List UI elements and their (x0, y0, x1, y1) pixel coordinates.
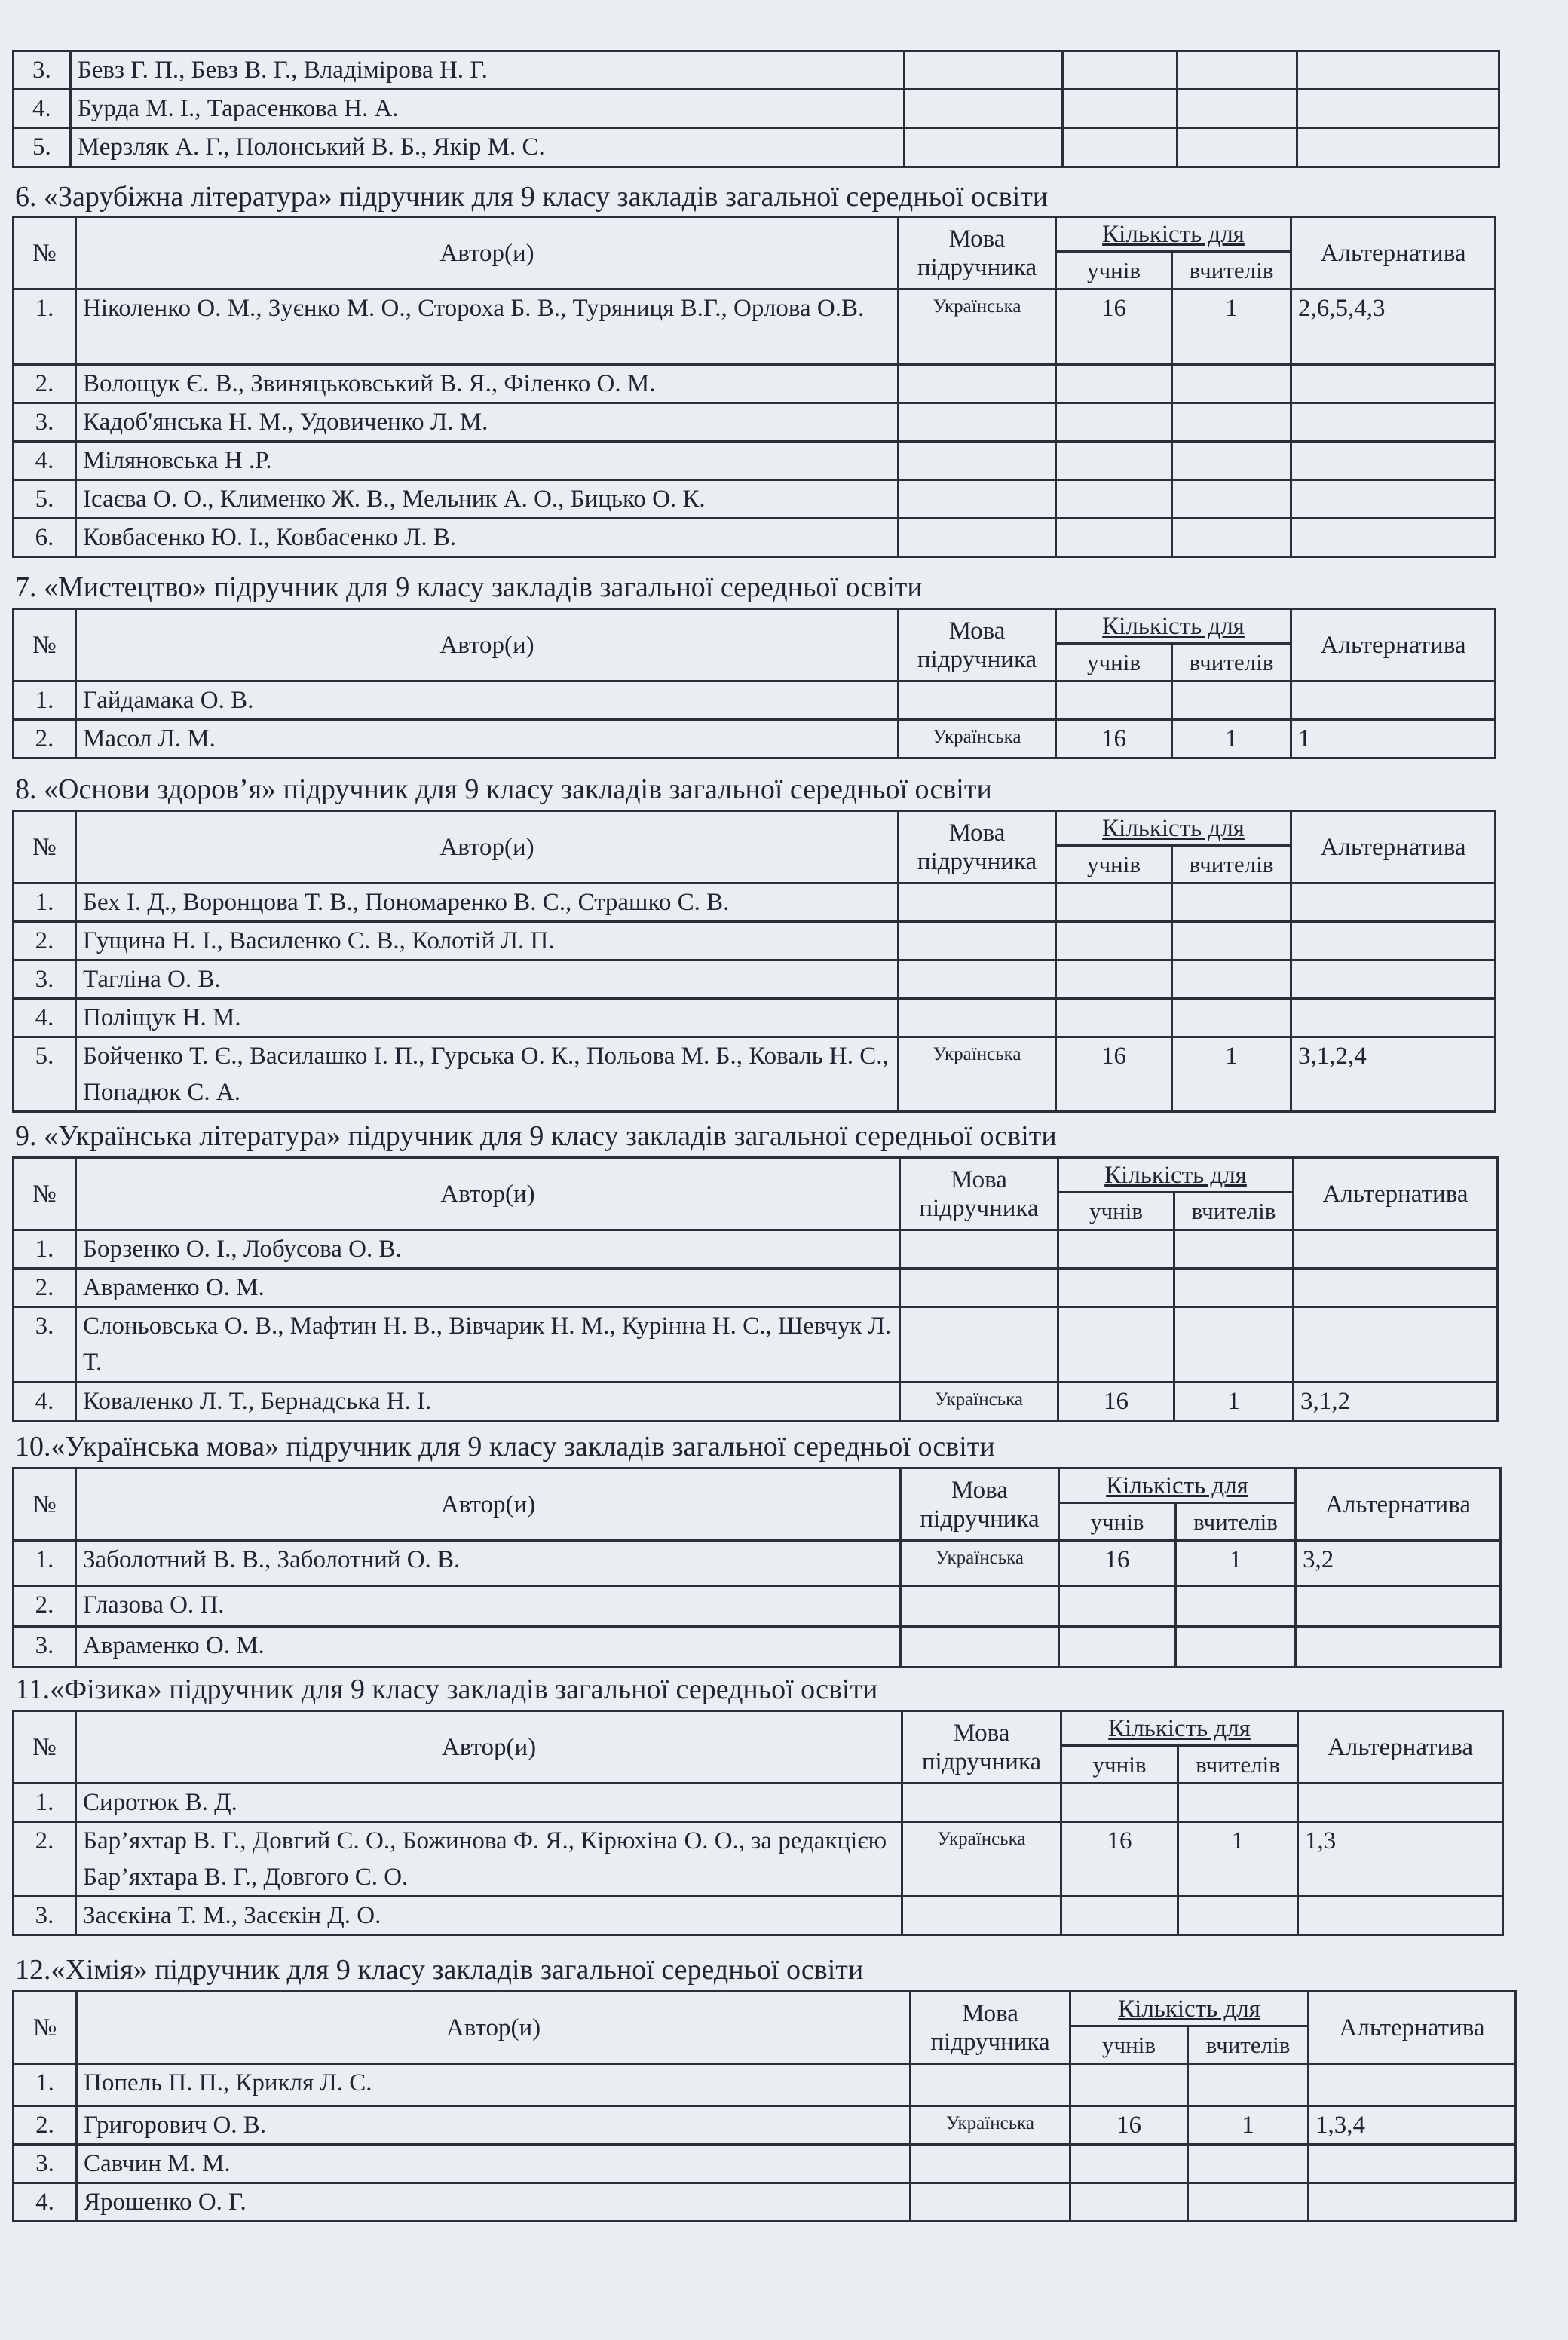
header-teachers: вчителів (1174, 1193, 1294, 1230)
author-cell: Глазова О. П. (76, 1586, 901, 1627)
header-row (14, 1711, 1503, 1746)
section-title: 6. «Зарубіжна література» підручник для 9 класу закладів загальної середньої освіти (15, 181, 1049, 213)
students-count-cell (1058, 1230, 1174, 1269)
students-count-cell (1059, 1586, 1176, 1627)
author-cell: Григорович О. В. (77, 2106, 911, 2145)
textbook-table (12, 1990, 1517, 2222)
alternative-cell (1291, 480, 1496, 519)
author-cell: Сиротюк В. Д. (76, 1784, 902, 1822)
header-students: учнів (1061, 1746, 1178, 1784)
header-language: Мова підручника (900, 1158, 1058, 1230)
table-row (14, 128, 1499, 167)
header-teachers: вчителів (1178, 1746, 1298, 1784)
header-number: № (14, 1158, 76, 1230)
textbook-table (12, 1156, 1499, 1422)
teachers-count-cell (1176, 1627, 1296, 1668)
students-count-cell (1061, 1784, 1178, 1822)
language-cell (901, 1586, 1059, 1627)
author-cell: Міляновська Н .Р. (76, 442, 899, 480)
teachers-count-cell (1174, 1230, 1294, 1269)
students-count-cell: 16 (1059, 1541, 1176, 1586)
row-number: 2. (14, 365, 76, 403)
author-cell: Авраменко О. М. (76, 1269, 900, 1307)
row-number: 4. (14, 2183, 77, 2222)
language-cell (899, 960, 1056, 999)
alternative-cell (1291, 960, 1496, 999)
language-cell (899, 519, 1056, 557)
header-number: № (14, 811, 76, 884)
students-count-cell (1070, 2064, 1188, 2106)
row-number: 1. (14, 2064, 77, 2106)
empty-cell (1063, 51, 1177, 90)
author-cell: Авраменко О. М. (76, 1627, 901, 1668)
table-row (14, 51, 1499, 90)
students-count-cell: 16 (1056, 720, 1172, 758)
row-number: 2. (14, 1586, 76, 1627)
alternative-cell (1294, 1230, 1498, 1269)
language-cell (899, 999, 1056, 1037)
teachers-count-cell (1174, 1307, 1294, 1383)
alternative-cell: 1,3,4 (1309, 2106, 1516, 2145)
row-number: 1. (14, 884, 76, 922)
author-cell: Ковбасенко Ю. І., Ковбасенко Л. В. (76, 519, 899, 557)
teachers-count-cell (1172, 480, 1291, 519)
header-number: № (14, 1469, 76, 1541)
language-cell (899, 442, 1056, 480)
students-count-cell: 16 (1070, 2106, 1188, 2145)
alternative-cell: 3,1,2,4 (1291, 1037, 1496, 1112)
header-number: № (14, 609, 76, 681)
table-row (14, 922, 1496, 960)
author-cell: Бурда М. І., Тарасенкова Н. А. (70, 90, 904, 128)
table-row (14, 1822, 1503, 1897)
table-row (14, 2064, 1516, 2106)
table-row (14, 1784, 1503, 1822)
teachers-count-cell: 1 (1172, 289, 1291, 365)
row-number: 4. (14, 1383, 76, 1421)
teachers-count-cell (1172, 442, 1291, 480)
header-language: Мова підручника (899, 609, 1056, 681)
header-row (14, 1469, 1501, 1503)
header-number: № (14, 1992, 77, 2064)
language-cell (899, 884, 1056, 922)
teachers-count-cell (1172, 681, 1291, 720)
students-count-cell (1056, 480, 1172, 519)
table-row (14, 1230, 1498, 1269)
header-count: Кількість для (1056, 609, 1291, 644)
author-cell: Бойченко Т. Є., Василашко І. П., Гурська О. К., Польова М. Б., Коваль Н. С., Попадюк С. А. (76, 1037, 899, 1112)
table-row (14, 442, 1496, 480)
language-cell: Українська (899, 289, 1056, 365)
header-author: Автор(и) (76, 1711, 902, 1784)
language-cell (902, 1897, 1061, 1935)
header-number: № (14, 217, 76, 289)
section-title: 8. «Основи здоров’я» підручник для 9 класу закладів загальної середньої освіти (15, 773, 992, 805)
author-cell: Коваленко Л. Т., Бернадська Н. І. (76, 1383, 900, 1421)
language-cell (911, 2183, 1070, 2222)
empty-cell (1297, 128, 1499, 167)
teachers-count-cell: 1 (1172, 1037, 1291, 1112)
header-alternative: Альтернатива (1309, 1992, 1516, 2064)
header-row (14, 217, 1496, 252)
teachers-count-cell (1178, 1784, 1298, 1822)
row-number: 3. (14, 51, 71, 90)
header-students: учнів (1059, 1503, 1176, 1541)
author-cell: Ярошенко О. Г. (77, 2183, 911, 2222)
teachers-count-cell (1172, 365, 1291, 403)
table-row (14, 2183, 1516, 2222)
row-number: 3. (14, 1307, 76, 1383)
header-alternative: Альтернатива (1291, 811, 1496, 884)
header-language: Мова підручника (911, 1992, 1070, 2064)
row-number: 1. (14, 1784, 76, 1822)
alternative-cell (1309, 2064, 1516, 2106)
teachers-count-cell: 1 (1176, 1541, 1296, 1586)
row-number: 3. (14, 960, 76, 999)
row-number: 4. (14, 442, 76, 480)
header-row (14, 609, 1496, 644)
students-count-cell (1056, 884, 1172, 922)
table-row (14, 2106, 1516, 2145)
author-cell: Кадоб'янська Н. М., Удовиченко Л. М. (76, 403, 899, 442)
alternative-cell (1298, 1897, 1503, 1935)
table-row (14, 480, 1496, 519)
language-cell (911, 2145, 1070, 2183)
table-row (14, 519, 1496, 557)
teachers-count-cell (1188, 2145, 1309, 2183)
teachers-count-cell (1172, 519, 1291, 557)
table-row (14, 1037, 1496, 1112)
alternative-cell: 1 (1291, 720, 1496, 758)
empty-cell (1177, 90, 1297, 128)
row-number: 3. (14, 1897, 76, 1935)
author-cell: Мерзляк А. Г., Полонський В. Б., Якір М. С. (70, 128, 904, 167)
students-count-cell: 16 (1056, 1037, 1172, 1112)
author-cell: Бевз Г. П., Бевз В. Г., Владімірова Н. Г. (70, 51, 904, 90)
students-count-cell (1056, 681, 1172, 720)
header-count: Кількість для (1056, 811, 1291, 846)
empty-cell (904, 51, 1063, 90)
row-number: 5. (14, 128, 71, 167)
header-author: Автор(и) (76, 217, 899, 289)
row-number: 1. (14, 681, 76, 720)
header-row (14, 811, 1496, 846)
author-cell: Ніколенко О. М., Зуєнко М. О., Стороха Б. В., Туряниця В.Г., Орлова О.В. (76, 289, 899, 365)
language-cell: Українська (911, 2106, 1070, 2145)
table-row (14, 1307, 1498, 1383)
header-teachers: вчителів (1172, 846, 1291, 884)
header-count: Кількість для (1058, 1158, 1294, 1193)
header-author: Автор(и) (77, 1992, 911, 2064)
header-author: Автор(и) (76, 1469, 901, 1541)
table-row (14, 2145, 1516, 2183)
row-number: 1. (14, 1230, 76, 1269)
table-row (14, 884, 1496, 922)
table-row (14, 289, 1496, 365)
section-title: 10.«Українська мова» підручник для 9 класу закладів загальної середньої освіти (15, 1431, 995, 1462)
header-language: Мова підручника (901, 1469, 1059, 1541)
header-teachers: вчителів (1188, 2026, 1309, 2064)
students-count-cell (1070, 2183, 1188, 2222)
textbook-table (12, 1710, 1504, 1936)
alternative-cell (1291, 999, 1496, 1037)
students-count-cell: 16 (1061, 1822, 1178, 1897)
author-cell: Волощук Є. В., Звиняцьковський В. Я., Філенко О. М. (76, 365, 899, 403)
alternative-cell (1291, 681, 1496, 720)
empty-cell (1063, 128, 1177, 167)
table-row (14, 1627, 1501, 1668)
alternative-cell (1291, 884, 1496, 922)
language-cell (899, 365, 1056, 403)
header-author: Автор(и) (76, 1158, 900, 1230)
row-number: 3. (14, 403, 76, 442)
table-row (14, 1897, 1503, 1935)
alternative-cell (1309, 2145, 1516, 2183)
alternative-cell (1294, 1307, 1498, 1383)
table-row (14, 720, 1496, 758)
section-title: 12.«Хімія» підручник для 9 класу закладів загальної середньої освіти (15, 1954, 864, 1986)
header-alternative: Альтернатива (1296, 1469, 1501, 1541)
language-cell: Українська (900, 1383, 1058, 1421)
row-number: 2. (14, 1822, 76, 1897)
table-row (14, 365, 1496, 403)
alternative-cell (1296, 1627, 1501, 1668)
header-row (14, 1158, 1498, 1193)
alternative-cell: 1,3 (1298, 1822, 1503, 1897)
empty-cell (904, 128, 1063, 167)
students-count-cell: 16 (1056, 289, 1172, 365)
teachers-count-cell (1172, 403, 1291, 442)
row-number: 2. (14, 720, 76, 758)
header-author: Автор(и) (76, 811, 899, 884)
author-cell: Засєкіна Т. М., Засєкін Д. О. (76, 1897, 902, 1935)
row-number: 2. (14, 1269, 76, 1307)
teachers-count-cell (1172, 999, 1291, 1037)
table-row (14, 1541, 1501, 1586)
teachers-count-cell (1174, 1269, 1294, 1307)
header-language: Мова підручника (899, 217, 1056, 289)
row-number: 1. (14, 1541, 76, 1586)
language-cell: Українська (902, 1822, 1061, 1897)
alternative-cell (1291, 365, 1496, 403)
header-alternative: Альтернатива (1291, 609, 1496, 681)
empty-cell (1177, 51, 1297, 90)
header-count: Кількість для (1061, 1711, 1298, 1746)
row-number: 5. (14, 1037, 76, 1112)
language-cell (900, 1269, 1058, 1307)
teachers-count-cell (1172, 922, 1291, 960)
header-count: Кількість для (1059, 1469, 1296, 1503)
author-cell: Слоньовська О. В., Мафтин Н. В., Вівчарик Н. М., Курінна Н. С., Шевчук Л. Т. (76, 1307, 900, 1383)
table-row (14, 1383, 1498, 1421)
header-number: № (14, 1711, 76, 1784)
author-cell: Савчин М. М. (77, 2145, 911, 2183)
header-language: Мова підручника (899, 811, 1056, 884)
header-teachers: вчителів (1172, 252, 1291, 289)
table-row (14, 681, 1496, 720)
section-title: 7. «Мистецтво» підручник для 9 класу закладів загальної середньої освіти (15, 571, 923, 603)
header-teachers: вчителів (1176, 1503, 1296, 1541)
alternative-cell (1291, 403, 1496, 442)
alternative-cell (1291, 519, 1496, 557)
teachers-count-cell: 1 (1178, 1822, 1298, 1897)
teachers-count-cell: 1 (1188, 2106, 1309, 2145)
header-teachers: вчителів (1172, 644, 1291, 681)
alternative-cell: 2,6,5,4,3 (1291, 289, 1496, 365)
author-cell: Борзенко О. І., Лобусова О. В. (76, 1230, 900, 1269)
teachers-count-cell: 1 (1172, 720, 1291, 758)
language-cell (900, 1230, 1058, 1269)
row-number: 2. (14, 922, 76, 960)
author-cell: Поліщук Н. М. (76, 999, 899, 1037)
author-cell: Заболотний В. В., Заболотний О. В. (76, 1541, 901, 1586)
teachers-count-cell (1178, 1897, 1298, 1935)
empty-cell (1297, 90, 1499, 128)
alternative-cell: 3,2 (1296, 1541, 1501, 1586)
row-number: 4. (14, 999, 76, 1037)
header-alternative: Альтернатива (1294, 1158, 1498, 1230)
textbook-table (12, 1467, 1502, 1668)
alternative-cell (1291, 442, 1496, 480)
author-cell: Тагліна О. В. (76, 960, 899, 999)
header-students: учнів (1058, 1193, 1174, 1230)
textbook-table (12, 608, 1496, 759)
alternative-cell (1296, 1586, 1501, 1627)
row-number: 6. (14, 519, 76, 557)
empty-cell (904, 90, 1063, 128)
section-title: 9. «Українська література» підручник для 9 класу закладів загальної середньої освіти (15, 1120, 1057, 1152)
students-count-cell (1056, 999, 1172, 1037)
alternative-cell: 3,1,2 (1294, 1383, 1498, 1421)
author-cell: Масол Л. М. (76, 720, 899, 758)
teachers-count-cell (1172, 884, 1291, 922)
students-count-cell (1056, 442, 1172, 480)
teachers-count-cell (1188, 2183, 1309, 2222)
author-cell: Бех І. Д., Воронцова Т. В., Пономаренко В. С., Страшко С. В. (76, 884, 899, 922)
row-number: 2. (14, 2106, 77, 2145)
language-cell (902, 1784, 1061, 1822)
table-row (14, 403, 1496, 442)
header-author: Автор(и) (76, 609, 899, 681)
alternative-cell (1298, 1784, 1503, 1822)
alternative-cell (1294, 1269, 1498, 1307)
students-count-cell (1058, 1307, 1174, 1383)
students-count-cell (1056, 960, 1172, 999)
author-cell: Попель П. П., Крикля Л. С. (77, 2064, 911, 2106)
header-count: Кількість для (1070, 1992, 1309, 2026)
language-cell: Українська (899, 1037, 1056, 1112)
students-count-cell (1059, 1627, 1176, 1668)
students-count-cell: 16 (1058, 1383, 1174, 1421)
teachers-count-cell (1188, 2064, 1309, 2106)
language-cell: Українська (901, 1541, 1059, 1586)
header-language: Мова підручника (902, 1711, 1061, 1784)
row-number: 4. (14, 90, 71, 128)
students-count-cell (1056, 403, 1172, 442)
language-cell: Українська (899, 720, 1056, 758)
author-cell: Бар’яхтар В. Г., Довгий С. О., Божинова Ф. Я., Кірюхіна О. О., за редакцією Бар’яхтара В. Г., Довгого С. О. (76, 1822, 902, 1897)
table-row (14, 960, 1496, 999)
row-number: 3. (14, 2145, 77, 2183)
author-cell: Гущина Н. І., Василенко С. В., Колотій Л. П. (76, 922, 899, 960)
empty-cell (1297, 51, 1499, 90)
students-count-cell (1058, 1269, 1174, 1307)
continuation-table (12, 50, 1500, 168)
students-count-cell (1070, 2145, 1188, 2183)
students-count-cell (1056, 922, 1172, 960)
textbook-table (12, 216, 1496, 558)
teachers-count-cell (1176, 1586, 1296, 1627)
teachers-count-cell: 1 (1174, 1383, 1294, 1421)
alternative-cell (1291, 922, 1496, 960)
header-students: учнів (1056, 846, 1172, 884)
header-alternative: Альтернатива (1298, 1711, 1503, 1784)
language-cell (899, 681, 1056, 720)
row-number: 1. (14, 289, 76, 365)
empty-cell (1177, 128, 1297, 167)
header-row (14, 1992, 1516, 2026)
empty-cell (1063, 90, 1177, 128)
author-cell: Ісаєва О. О., Клименко Ж. В., Мельник А. О., Бицько О. К. (76, 480, 899, 519)
students-count-cell (1056, 519, 1172, 557)
header-count: Кількість для (1056, 217, 1291, 252)
table-row (14, 1586, 1501, 1627)
language-cell (901, 1627, 1059, 1668)
header-students: учнів (1056, 644, 1172, 681)
header-alternative: Альтернатива (1291, 217, 1496, 289)
table-row (14, 1269, 1498, 1307)
teachers-count-cell (1172, 960, 1291, 999)
language-cell (911, 2064, 1070, 2106)
language-cell (900, 1307, 1058, 1383)
alternative-cell (1309, 2183, 1516, 2222)
row-number: 3. (14, 1627, 76, 1668)
language-cell (899, 403, 1056, 442)
language-cell (899, 480, 1056, 519)
section-title: 11.«Фізика» підручник для 9 класу закладів загальної середньої освіти (15, 1674, 878, 1705)
students-count-cell (1056, 365, 1172, 403)
author-cell: Гайдамака О. В. (76, 681, 899, 720)
table-row (14, 999, 1496, 1037)
textbook-table (12, 810, 1496, 1113)
row-number: 5. (14, 480, 76, 519)
students-count-cell (1061, 1897, 1178, 1935)
header-students: учнів (1056, 252, 1172, 289)
language-cell (899, 922, 1056, 960)
header-students: учнів (1070, 2026, 1188, 2064)
table-row (14, 90, 1499, 128)
